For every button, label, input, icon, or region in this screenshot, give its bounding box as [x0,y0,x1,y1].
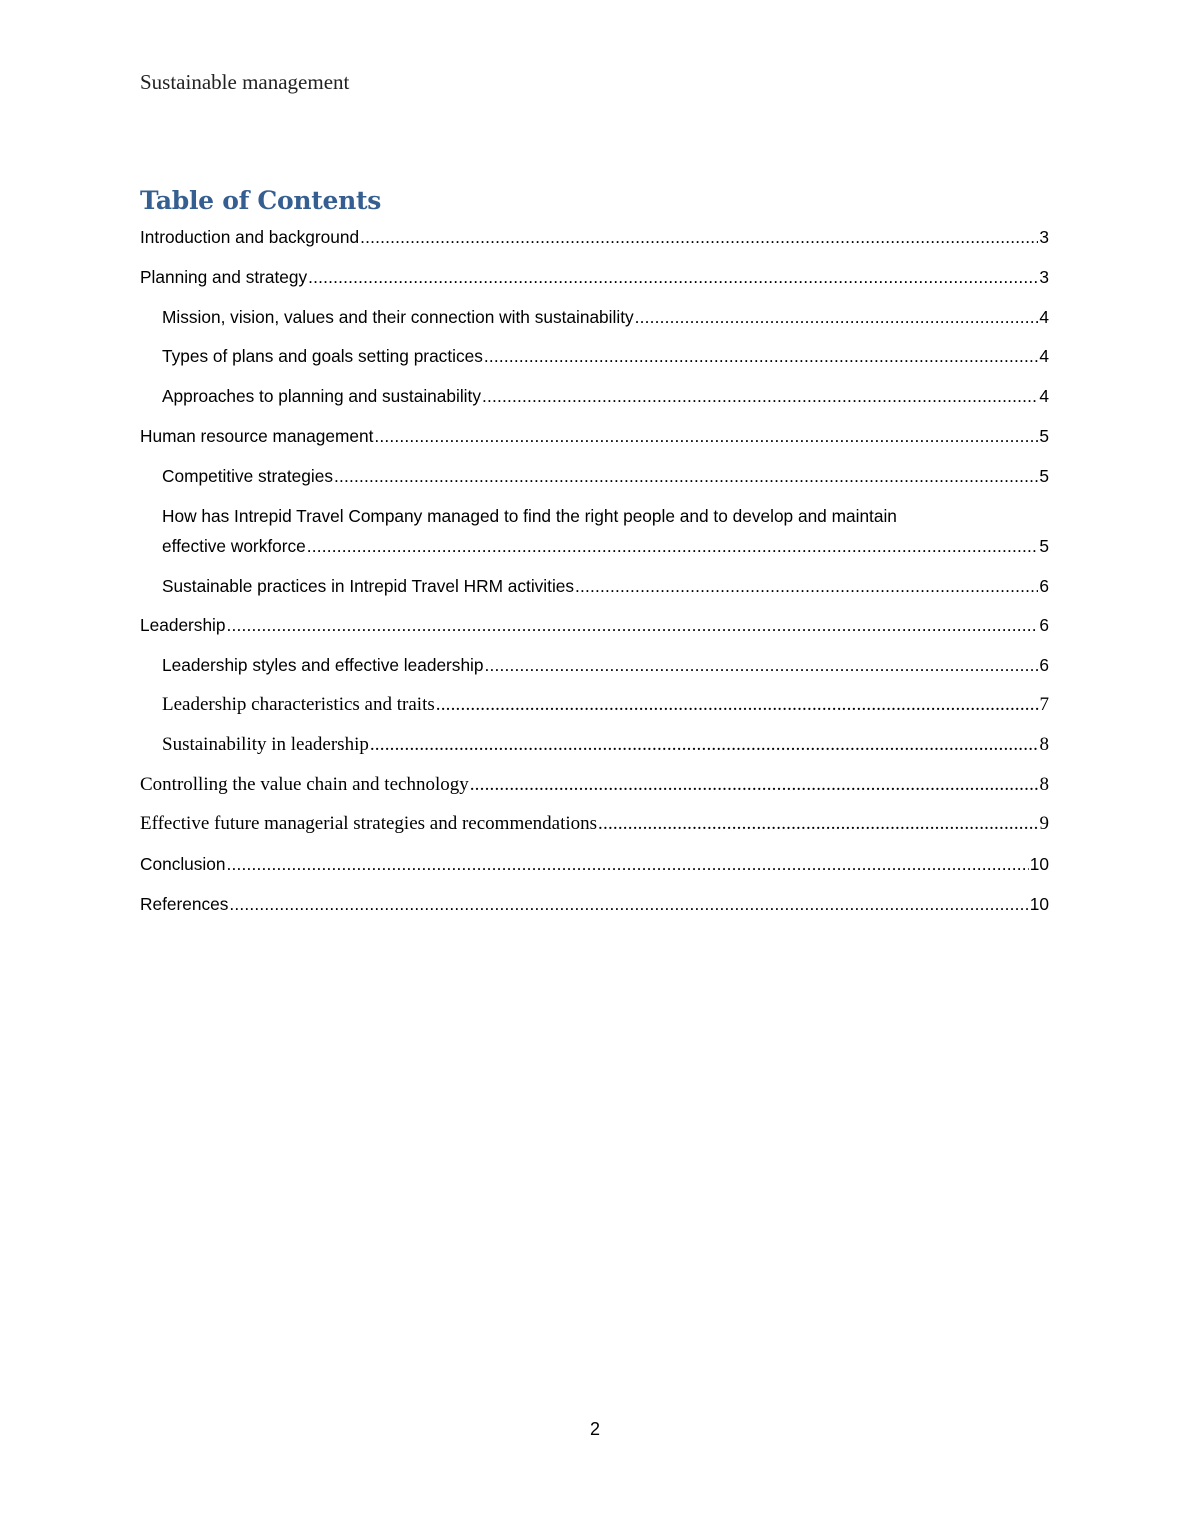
toc-entry-label: Effective future managerial strategies and recommendations [140,813,598,835]
toc-entry-label: Sustainable practices in Intrepid Travel HRM activities [162,575,575,596]
toc-entry-sustainability-leadership[interactable] [140,730,1049,770]
toc-entry-page: 4 [1039,306,1049,327]
toc-entry-hrm[interactable] [140,421,1049,461]
toc-entry-page: 6 [1039,615,1049,636]
dot-leader [229,889,1028,919]
toc-entry-label: Types of plans and goals setting practices [162,346,483,367]
toc-entry-page: 3 [1039,266,1049,287]
toc-entry-page: 5 [1039,535,1049,556]
page-number: 2 [589,1419,600,1439]
toc-entry-page: 4 [1039,386,1049,407]
dot-leader [334,461,1038,491]
toc-entry-label: Human resource management [140,425,374,446]
dot-leader [635,302,1039,332]
toc-entry-planning[interactable] [140,262,1049,302]
dot-leader [485,650,1039,680]
toc-entry-page: 5 [1039,425,1049,446]
toc-entry-references[interactable] [140,889,1049,929]
table-of-contents [140,222,1049,929]
toc-heading: Table of Contents [140,186,382,215]
toc-entry-page: 8 [1039,733,1049,755]
toc-entry-page: 6 [1039,575,1049,596]
toc-entry-label: Leadership styles and effective leadership [162,655,484,676]
toc-entry-page: 8 [1039,773,1049,795]
toc-entry-types-of-plans[interactable] [140,341,1049,381]
dot-leader [436,690,1039,720]
dot-leader [227,610,1039,640]
toc-entry-label-line2: effective workforce [162,535,306,556]
dot-leader [482,381,1038,411]
dot-leader [575,571,1038,601]
toc-entry-label: Approaches to planning and sustainability [162,386,481,407]
toc-entry-page: 10 [1029,893,1049,914]
toc-entry-page: 10 [1029,854,1049,875]
toc-entry-page: 6 [1039,655,1049,676]
toc-entry-competitive-strategies[interactable] [140,461,1049,501]
dot-leader [470,770,1039,800]
dot-leader [484,341,1039,371]
toc-entry-label: Planning and strategy [140,266,308,287]
toc-entry-future-strategies[interactable] [140,809,1049,849]
toc-entry-page: 5 [1039,465,1049,486]
toc-entry-leadership[interactable] [140,610,1049,650]
toc-entry-label: Sustainability in leadership [162,733,369,755]
toc-entry-label-line1: How has Intrepid Travel Company managed to find the right people and to develop and maintain [162,505,897,526]
toc-entry-sustainable-hrm[interactable] [140,571,1049,611]
toc-entry-leadership-styles[interactable] [140,650,1049,690]
toc-entry-label: Competitive strategies [162,465,333,486]
dot-leader [370,730,1039,760]
dot-leader [598,809,1038,839]
toc-entry-leadership-traits[interactable] [140,690,1049,730]
running-header: Sustainable management [140,70,350,94]
toc-entry-introduction[interactable] [140,222,1049,262]
toc-entry-label: Conclusion [140,854,226,875]
toc-entry-label: Controlling the value chain and technology [140,773,469,795]
toc-entry-label: Mission, vision, values and their connection with sustainability [162,306,634,327]
toc-entry-approaches[interactable] [140,381,1049,421]
toc-entry-page: 7 [1039,693,1049,715]
toc-entry-label: Leadership [140,615,226,636]
toc-entry-mission-vision[interactable] [140,302,1049,342]
toc-entry-intrepid-workforce[interactable] [140,501,1049,571]
toc-entry-line2 [162,531,1049,561]
toc-entry-label: References [140,893,229,914]
toc-entry-label: Leadership characteristics and traits [162,693,435,715]
toc-entry-page: 4 [1039,346,1049,367]
toc-entry-value-chain[interactable] [140,770,1049,810]
dot-leader [308,262,1038,292]
dot-leader [374,421,1038,451]
toc-entry-conclusion[interactable] [140,849,1049,889]
toc-entry-page: 3 [1039,227,1049,247]
toc-entry-label: Introduction and background [140,227,360,247]
toc-entry-page: 9 [1039,813,1049,835]
dot-leader [307,531,1039,561]
dot-leader [227,849,1029,879]
dot-leader [360,222,1038,252]
